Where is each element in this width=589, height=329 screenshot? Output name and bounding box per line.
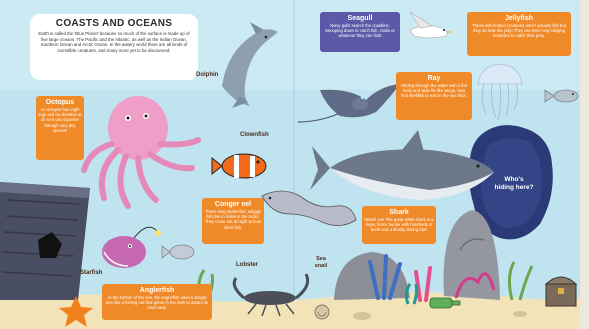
page-title: COASTS AND OCEANS — [55, 18, 173, 29]
starfish-label: Starfish — [80, 270, 103, 276]
lobster-label: Lobster — [236, 262, 259, 268]
clownfish-label: Clownfish — [240, 132, 269, 138]
seagull-text: Noisy gulls search the coastline, swooping down to catch fish, crabs or whatever they can find! — [325, 23, 395, 39]
shipwreck — [0, 182, 90, 300]
sea-snail — [315, 305, 329, 319]
ray-card — [396, 72, 472, 120]
title-card — [30, 14, 198, 80]
ray-title: Ray — [427, 75, 441, 82]
intro-text: Earth is called the 'Blue Planet' because so much of the surface is made up of five large oceans. The Pacific and the Atlantic, as well as the Indian Ocean, Southern Ocean and Arctic Ocean. In the watery world there are all kinds of incredible creatures, and many more yet to be discovered. — [38, 31, 190, 53]
sea-snail-label: Sea snail — [314, 256, 328, 269]
ray-text: Gliding through the water with a flat body and wide fin-like wings, rays find shellfish to eat on the sea floor. — [401, 83, 467, 99]
jellyfish-text: These soft-bodied creatures aren't actually fish but they do look like jelly! They use their long stinging tentacles to catch their prey. — [472, 23, 566, 39]
seagull-card — [320, 12, 400, 52]
jellyfish-card — [467, 12, 571, 56]
page-fold — [293, 0, 295, 329]
shark-title: Shark — [389, 209, 409, 216]
dolphin-label: Dolphin — [196, 72, 219, 78]
shark-card — [362, 206, 436, 244]
anglerfish-title: Anglerfish — [139, 287, 175, 294]
octopus-title: Octopus — [45, 99, 75, 106]
page-edge — [580, 0, 589, 329]
hiding-label: Who's hiding here? — [494, 176, 534, 191]
conger-eel-card — [202, 198, 264, 244]
conger-eel-title: Conger eel — [214, 201, 252, 208]
octopus-text: An octopus has eight legs and no skeleton at all so it can squeeze through very tiny spaces! — [38, 107, 82, 133]
jellyfish-title: Jellyfish — [504, 15, 533, 22]
octopus-card — [36, 96, 84, 160]
anglerfish-text: At the bottom of the sea, the anglerfish uses a dangly lure like a fishing rod that glows in the dark to attract its next meal. — [106, 295, 208, 311]
anglerfish-card — [102, 284, 212, 320]
seagull-title: Seagull — [347, 15, 373, 22]
conger-eel-text: These long snake-like, wriggly fish live in holes in the rocks. They come out at night to hunt other fish. — [204, 209, 262, 230]
shark-text: Watch out! The great white shark is a large, fierce hunter with hundreds of teeth and a deadly strong bite! — [364, 217, 434, 233]
treasure-chest — [546, 277, 576, 306]
